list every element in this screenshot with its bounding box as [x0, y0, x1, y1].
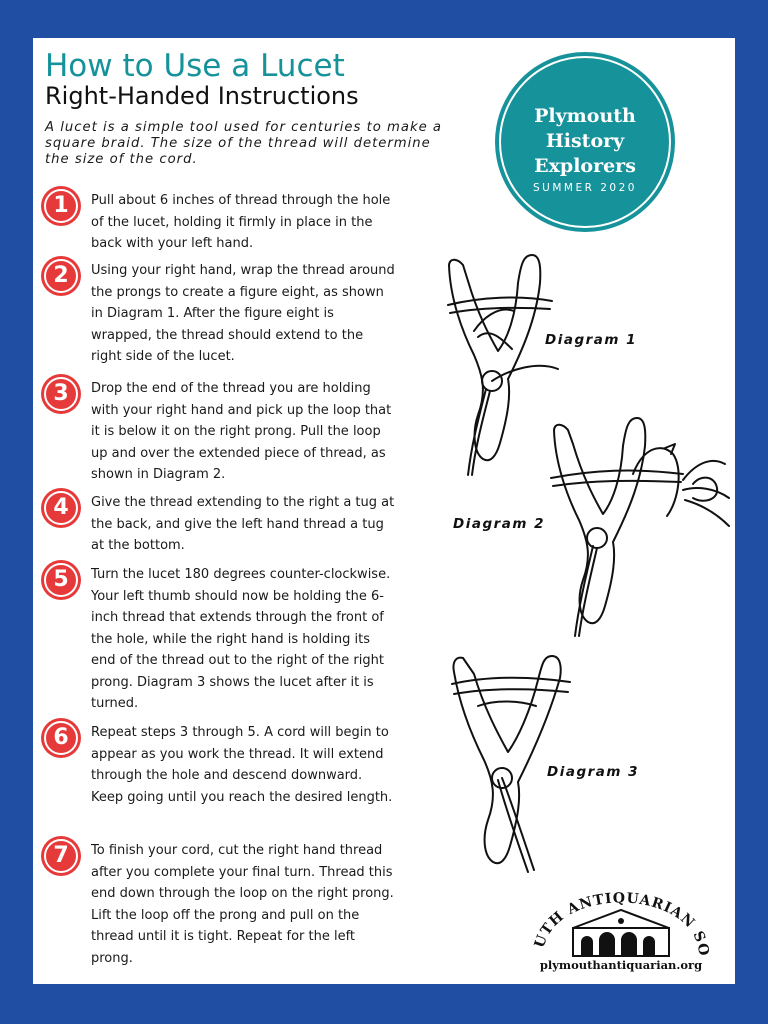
step-text: Drop the end of the thread you are holding with your right hand and pick up the loop that it is below it on the right prong. Pull the loop up and over the extended piece of thread, as shown in Diagram 2.: [91, 381, 392, 482]
lucet-diagram-3-illustration: [438, 648, 578, 878]
intro-text: A lucet is a simple tool used for centuries to make a square braid. The size of the thread will determine the size of the cord.: [45, 120, 442, 167]
society-logo: [521, 866, 721, 976]
step-number: 3: [53, 381, 69, 406]
badge-line-1: Plymouth: [534, 105, 636, 127]
step-number: 6: [53, 725, 69, 750]
step-number: 7: [53, 843, 69, 868]
badge-title: [495, 104, 675, 179]
program-badge: [495, 52, 675, 232]
badge-line-2: History: [545, 130, 625, 152]
step-number: 2: [53, 263, 69, 288]
step-number: 1: [53, 193, 69, 218]
society-url: plymouthantiquarian.org: [539, 958, 703, 972]
diagram-1-label: Diagram 1: [545, 332, 638, 348]
step-number-badge: [41, 256, 81, 296]
society-logo-emblem: [521, 866, 721, 960]
step-text: Pull about 6 inches of thread through the hole of the lucet, holding it firmly in place in the back with your left hand.: [91, 193, 391, 251]
page-subtitle: Right-Handed Instructions: [45, 82, 359, 110]
badge-season: SUMMER 2020: [533, 182, 637, 194]
step-number-badge: [41, 718, 81, 758]
step-number-badge: [41, 488, 81, 528]
step-number-badge: [41, 374, 81, 414]
instruction-sheet: [33, 38, 735, 984]
logo-arc-text: UTH ANTIQUARIAN SO: [531, 890, 712, 958]
step-number-badge: [41, 560, 81, 600]
lucet-diagram-2-illustration: [533, 408, 733, 638]
step-number-badge: [41, 186, 81, 226]
diagram-2-label: Diagram 2: [453, 516, 546, 532]
step-text: Repeat steps 3 through 5. A cord will begin to appear as you work the thread. It will extend through the hole and descend downward. Keep going until you reach the desired length.: [91, 725, 393, 805]
step-number-badge: [41, 836, 81, 876]
step-text: Turn the lucet 180 degrees counter-clockwise. Your left thumb should now be holding the 6-inch thread that extends through the front of the hole, while the right hand is holding its end of the thread out to the right of the right prong. Diagram 3 shows the lucet after it is turned.: [91, 567, 391, 711]
badge-line-3: Explorers: [534, 155, 636, 177]
diagram-3-label: Diagram 3: [547, 764, 640, 780]
page-title: How to Use a Lucet: [45, 48, 345, 84]
step-text: To finish your cord, cut the right hand thread after you complete your final turn. Thread this end down through the loop on the right prong. Lift the loop off the prong and pull on the thread until it is tight. Repeat for the left prong.: [91, 843, 394, 966]
step-text: Give the thread extending to the right a tug at the back, and give the left hand thread a tug at the bottom.: [91, 495, 395, 553]
step-number: 5: [53, 567, 69, 592]
step-number: 4: [53, 495, 69, 520]
step-text: Using your right hand, wrap the thread around the prongs to create a figure eight, as shown in Diagram 1. After the figure eight is wrapped, the thread should extend to the right side of the lucet.: [91, 263, 395, 364]
